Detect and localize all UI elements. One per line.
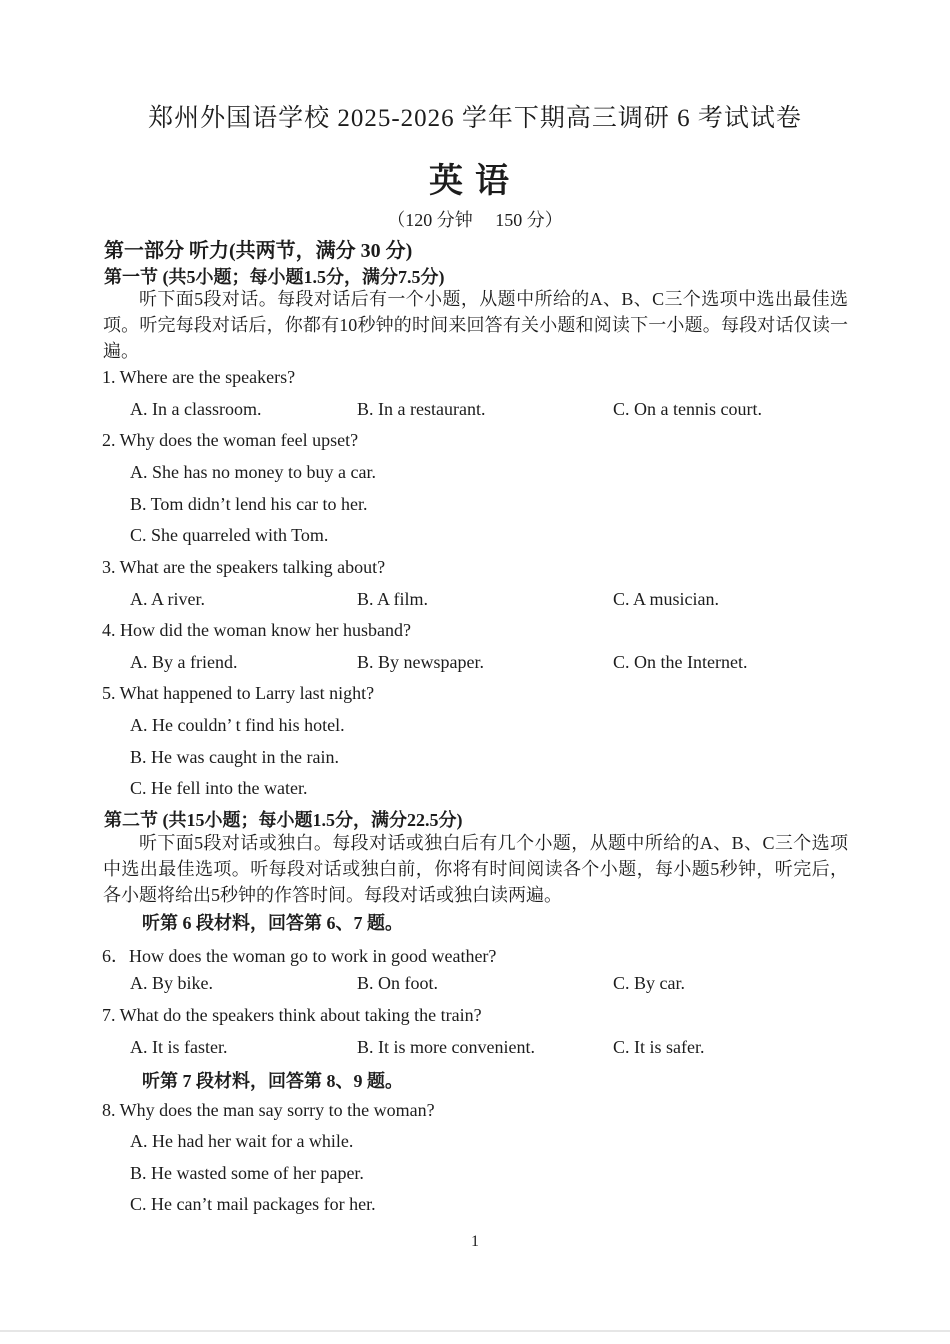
option-c: C. By car. bbox=[613, 973, 685, 993]
subject-title: 英语 bbox=[429, 161, 521, 201]
question-stem: 8. Why does the man say sorry to the woman? bbox=[102, 1100, 435, 1120]
part-heading: 第一部分 听力(共两节，满分 30 分) bbox=[104, 240, 413, 262]
option-c: C. On the Internet. bbox=[613, 652, 748, 672]
exam-title: 郑州外国语学校 2025-2026 学年下期高三调研 6 考试试卷 bbox=[148, 105, 802, 132]
option-b: B. It is more convenient. bbox=[357, 1037, 535, 1057]
question-stem: 5. What happened to Larry last night? bbox=[102, 683, 375, 703]
section-heading: 第一节 (共5小题；每小题1.5分，满分7.5分) bbox=[104, 267, 445, 287]
material-heading: 听第 6 段材料，回答第 6、7 题。 bbox=[142, 913, 403, 933]
option-c: C. A musician. bbox=[613, 589, 720, 609]
option-a: A. He couldn’ t find his hotel. bbox=[130, 715, 345, 735]
option-a: A. By a friend. bbox=[130, 652, 238, 672]
question-stem: 2. Why does the woman feel upset? bbox=[102, 430, 359, 450]
question-stem: 7. What do the speakers think about taking the train? bbox=[102, 1005, 482, 1025]
option-b: B. He wasted some of her paper. bbox=[130, 1163, 364, 1183]
section-heading: 第二节 (共15小题；每小题1.5分，满分22.5分) bbox=[104, 810, 463, 830]
question-stem: 4. How did the woman know her husband? bbox=[102, 620, 411, 640]
option-b: B. On foot. bbox=[357, 973, 438, 993]
option-c: C. He can’t mail packages for her. bbox=[130, 1194, 376, 1214]
option-c: C. She quarreled with Tom. bbox=[130, 525, 329, 545]
page-bottom-divider bbox=[0, 1330, 950, 1332]
material-heading: 听第 7 段材料，回答第 8、9 题。 bbox=[142, 1071, 403, 1091]
option-a: A. It is faster. bbox=[130, 1037, 228, 1057]
section-instructions: 听下面5段对话。每段对话后有一个小题，从题中所给的A、B、C三个选项中选出最佳选项。听完每段对话后，你都有10秒钟的时间来回答有关小题和阅读下一小题。每段对话仅读一遍。 bbox=[103, 289, 848, 361]
option-b: B. In a restaurant. bbox=[357, 399, 486, 419]
option-c: C. On a tennis court. bbox=[613, 399, 762, 419]
option-a: A. In a classroom. bbox=[130, 399, 262, 419]
page-number: 1 bbox=[471, 1233, 479, 1250]
option-b: B. He was caught in the rain. bbox=[130, 747, 339, 767]
option-c: C. He fell into the water. bbox=[130, 778, 308, 798]
section-instructions: 听下面5段对话或独白。每段对话或独白后有几个小题，从题中所给的A、B、C三个选项中选出最佳选项。听每段对话或独白前，你将有时间阅读各个小题，每小题5秒钟，听完后，各小题将给出5秒钟的作答时间。每段对话或独白读两遍。 bbox=[103, 833, 848, 905]
option-b: B. By newspaper. bbox=[357, 652, 484, 672]
option-c: C. It is safer. bbox=[613, 1037, 705, 1057]
option-a: A. By bike. bbox=[130, 973, 213, 993]
question-stem: 1. Where are the speakers? bbox=[102, 367, 296, 387]
exam-duration: （120 分钟 150 分） bbox=[387, 210, 563, 230]
option-a: A. A river. bbox=[130, 589, 205, 609]
option-b: B. A film. bbox=[357, 589, 429, 609]
question-stem: 3. What are the speakers talking about? bbox=[102, 557, 386, 577]
question-stem: 6．How does the woman go to work in good weather? bbox=[102, 946, 497, 966]
option-b: B. Tom didn’t lend his car to her. bbox=[130, 494, 368, 514]
option-a: A. She has no money to buy a car. bbox=[130, 462, 376, 482]
option-a: A. He had her wait for a while. bbox=[130, 1131, 354, 1151]
